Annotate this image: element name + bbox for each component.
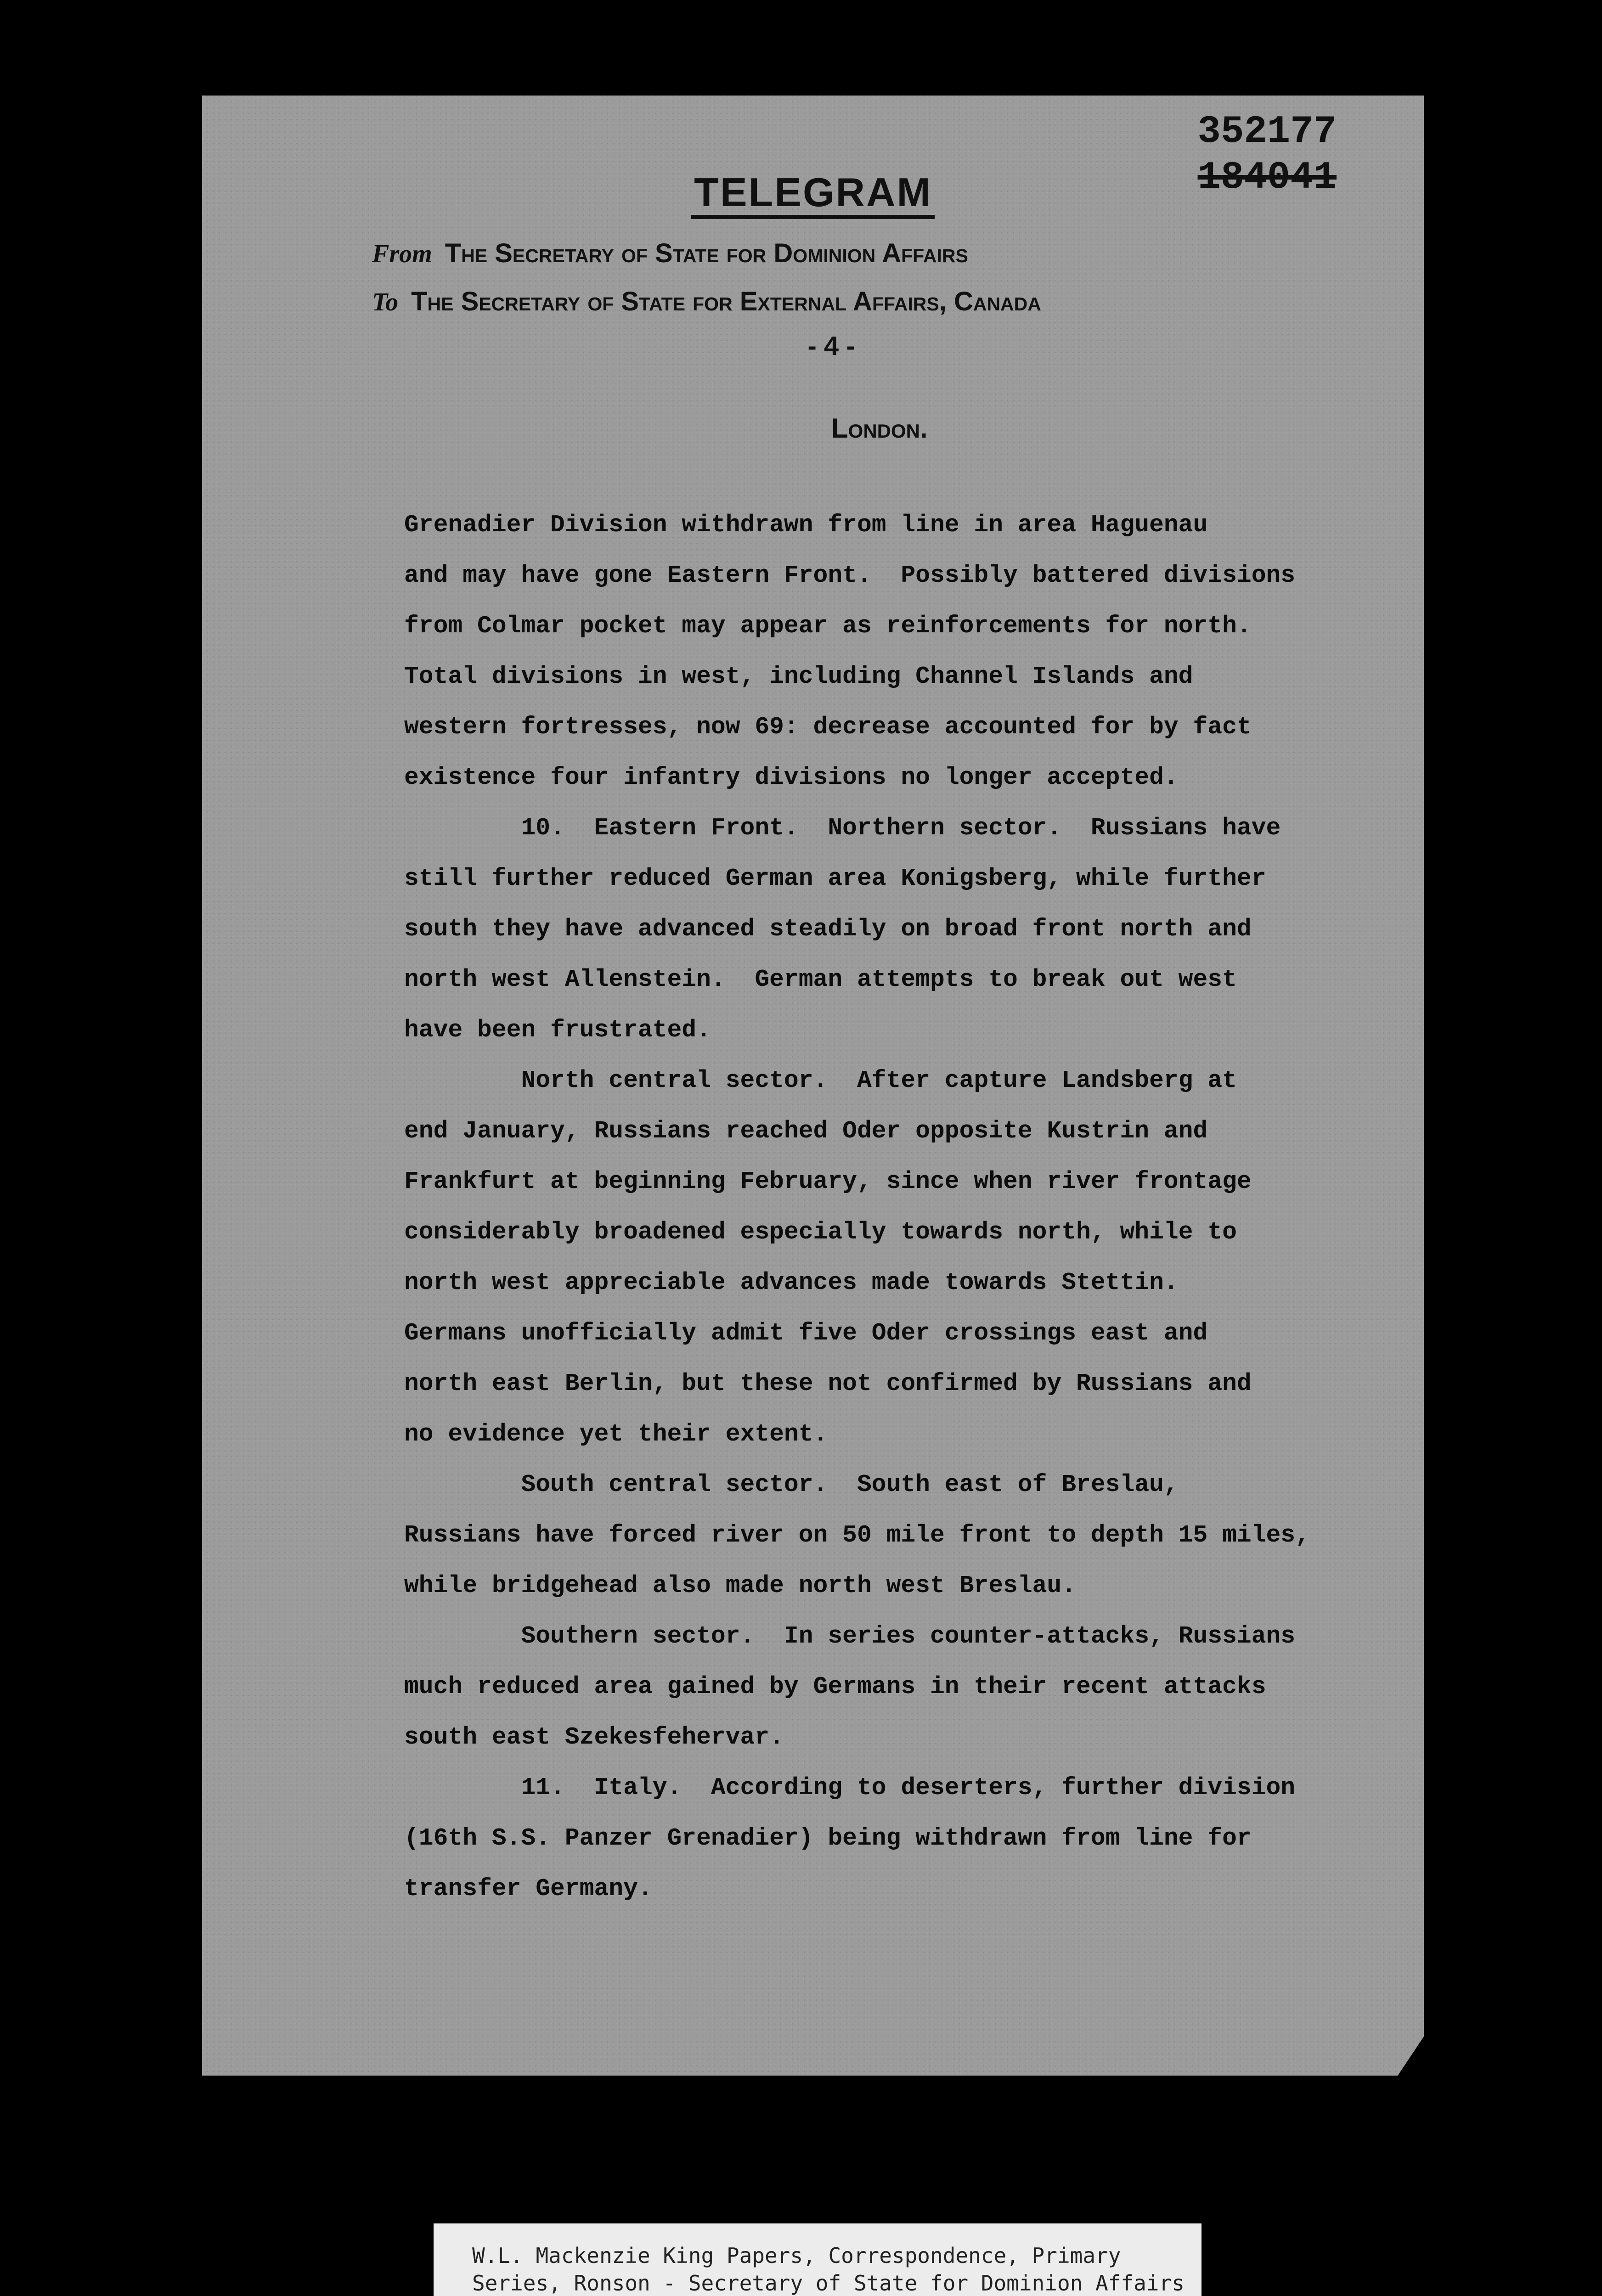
body-line: end January, Russians reached Oder opposite Kustrin and [404,1117,1208,1145]
file-number-current: 352177 [1197,110,1337,154]
city-line: London. [831,413,928,444]
file-number-struck: 184041 [1197,156,1337,200]
body-line: North central sector. After capture Landsberg at [404,1067,1237,1094]
telegram-body [404,500,1396,1914]
to-label: To [372,288,399,316]
body-line: existence four infantry divisions no longer accepted. [404,764,1179,791]
body-line: south they have advanced steadily on broad front north and [404,915,1252,943]
telegram-title [202,169,1424,216]
body-line: still further reduced German area Konigsberg, while further [404,865,1266,892]
from-line [372,238,968,269]
body-line: 11. Italy. According to deserters, further division [404,1774,1296,1801]
from-text: The Secretary of State for Dominion Affairs [445,238,968,268]
body-line: western fortresses, now 69: decrease accounted for by fact [404,713,1252,741]
telegram-title-text: TELEGRAM [691,169,935,219]
body-line: Germans unofficially admit five Oder crossings east and [404,1319,1208,1347]
citation-line: W.L. Mackenzie King Papers, Correspondence, Primary [472,2243,1121,2268]
body-line: while bridgehead also made north west Breslau. [404,1572,1077,1599]
citation-label [434,2223,1202,2296]
body-line: considerably broadened especially towards north, while to [404,1218,1237,1246]
to-text: The Secretary of State for External Affairs, Canada [411,287,1041,316]
telegram-sheet [202,96,1424,2076]
body-line: north west Allenstein. German attempts to break out west [404,966,1237,993]
body-line: Frankfurt at beginning February, since when river frontage [404,1168,1252,1195]
body-line: Southern sector. In series counter-attacks, Russians [404,1622,1296,1650]
body-line: north east Berlin, but these not confirmed by Russians and [404,1370,1252,1397]
body-line: (16th S.S. Panzer Grenadier) being withdrawn from line for [404,1824,1252,1852]
body-line: transfer Germany. [404,1875,653,1902]
to-line [372,286,1041,317]
body-line: South central sector. South east of Breslau, [404,1471,1179,1498]
body-line: north west appreciable advances made towards Stettin. [404,1269,1179,1296]
body-line: Total divisions in west, including Channel Islands and [404,663,1193,690]
body-line: no evidence yet their extent. [404,1420,828,1448]
body-line: Grenadier Division withdrawn from line in area Haguenau [404,511,1208,539]
citation-line: Series, Ronson - Secretary of State for Dominion Affairs [472,2271,1185,2296]
body-line: from Colmar pocket may appear as reinforcements for north. [404,612,1252,640]
body-line: and may have gone Eastern Front. Possibly battered divisions [404,562,1296,589]
page-curl [1397,2035,1425,2077]
page-marker: - 4 - [807,331,855,361]
body-line: much reduced area gained by Germans in their recent attacks [404,1673,1266,1700]
body-line: Russians have forced river on 50 mile front to depth 15 miles, [404,1521,1310,1549]
body-line: 10. Eastern Front. Northern sector. Russians have [404,814,1281,842]
body-line: have been frustrated. [404,1016,711,1044]
body-line: south east Szekesfehervar. [404,1723,784,1751]
from-label: From [372,240,432,268]
